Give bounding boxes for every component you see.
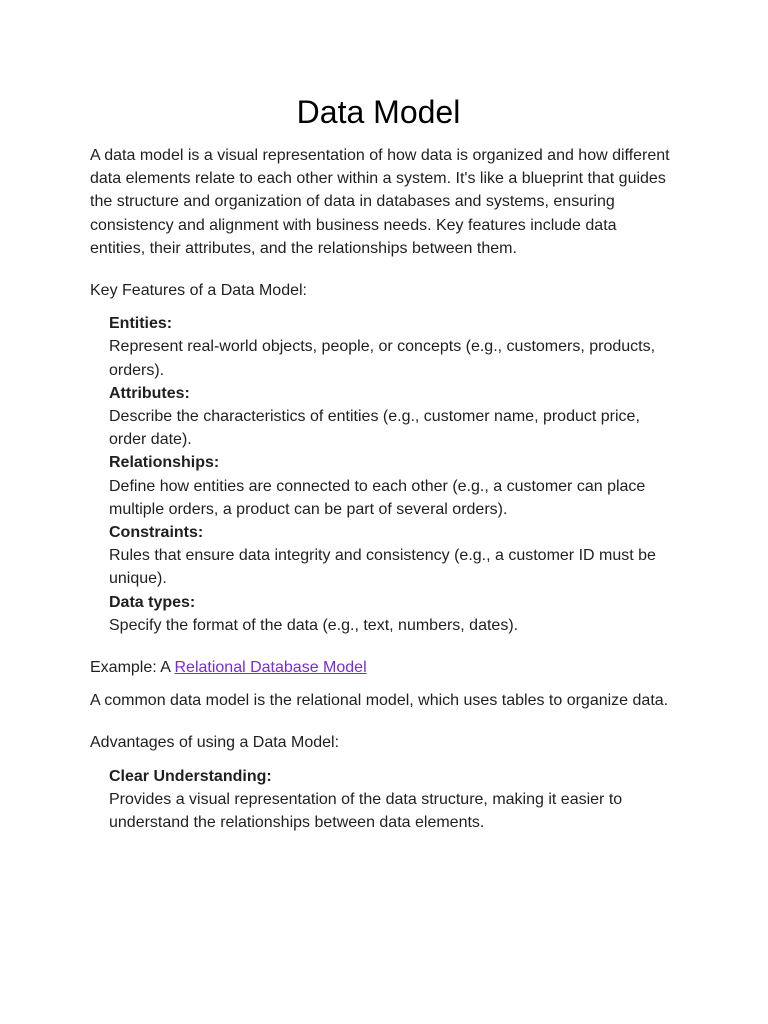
list-item xyxy=(109,451,675,521)
list-item xyxy=(109,312,675,382)
feature-description: Define how entities are connected to each other (e.g., a customer can place multiple orders, a product can be part of several orders). xyxy=(109,477,646,518)
feature-term: Relationships: xyxy=(109,454,220,472)
example-paragraph: A common data model is the relational model, which uses tables to organize data. xyxy=(90,692,669,710)
advantages-list xyxy=(90,765,675,835)
advantage-description: Provides a visual representation of the data structure, making it easier to understand the relationships between data elements. xyxy=(109,790,623,832)
feature-description: Rules that ensure data integrity and consistency (e.g., a customer ID must be unique). xyxy=(109,547,656,588)
example-prefix: Example: A xyxy=(90,659,175,677)
feature-term: Constraints: xyxy=(109,524,204,542)
document-page xyxy=(90,92,675,834)
feature-description: Specify the format of the data (e.g., text, numbers, dates). xyxy=(109,616,519,634)
features-list xyxy=(90,312,675,637)
list-item xyxy=(109,521,675,591)
feature-description: Represent real-world objects, people, or concepts (e.g., customers, products, orders). xyxy=(109,338,656,379)
list-item xyxy=(109,591,675,637)
feature-term: Entities: xyxy=(109,315,173,333)
list-item xyxy=(109,382,675,452)
advantage-term: Clear Understanding: xyxy=(109,767,272,785)
advantages-heading: Advantages of using a Data Model: xyxy=(90,734,340,752)
list-item xyxy=(109,765,675,835)
intro-paragraph: A data model is a visual representation of how data is organized and how different data elements relate to each other within a system. It's like a blueprint that guides the structure and organization of data in databases and systems, ensuring consistency and alignment with business needs. Key features include data entities, their attributes, and the relationships between them. xyxy=(90,147,670,257)
feature-term: Attributes: xyxy=(109,384,190,402)
features-heading: Key Features of a Data Model: xyxy=(90,282,307,300)
page-title: Data Model xyxy=(296,94,461,130)
feature-term: Data types: xyxy=(109,593,196,611)
feature-description: Describe the characteristics of entities (e.g., customer name, product price, order date). xyxy=(109,408,640,449)
relational-model-link[interactable]: Relational Database Model xyxy=(174,659,367,677)
example-line xyxy=(90,656,675,679)
